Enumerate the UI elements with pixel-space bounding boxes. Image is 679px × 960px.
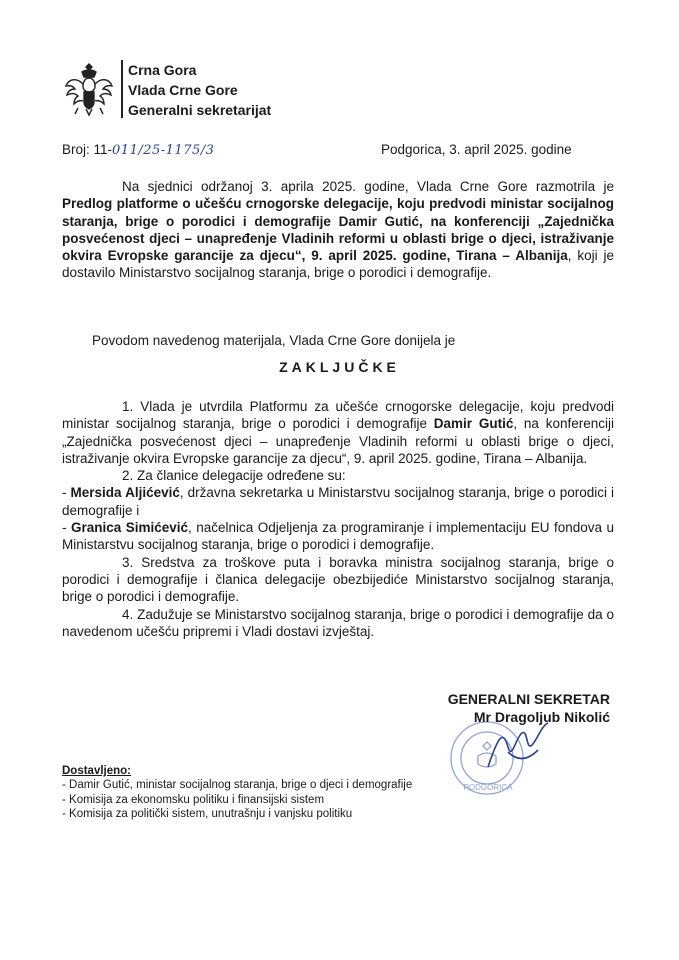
distribution-heading: Dostavljeno: — [62, 765, 132, 777]
handwritten-signature — [478, 722, 558, 787]
conclusion-2: 2. Za članice delegacije određene su: — [122, 468, 346, 484]
signatory-name: Mr Dragoljub Nikolić — [473, 709, 610, 725]
reference-label: Broj: 11- — [62, 142, 113, 157]
lead-text: Povodom navedenog materijala, Vlada Crne Gore donijela je — [92, 333, 456, 348]
conclusion-3: 3. Sredstva za troškove puta i boravka ministra socijalnog staranja, brige o porodici i demografije i članica delegacije obezbijediće Ministarstvo socijalnog staranja, brige o porodici i demografije. — [62, 554, 614, 605]
secretariat-name: Generalni sekretarijat — [128, 102, 272, 118]
distribution-item: - Damir Gutić, ministar socijalnog staranja, brige o djeci i demografije — [62, 779, 413, 792]
letterhead — [128, 60, 271, 120]
country-name: Crna Gora — [128, 62, 197, 78]
conclusion-1: 1. Vlada je utvrdila Platformu za učešće crnogorske delegacije, koju predvodi ministar socijalnog staranja, brige o porodici i demografije Damir Gutić, na konferenciji „Zajednička posvećenost djeci – unapređenje Vladinih reformi u oblasti brige o djeci, istraživanje okvira Evropske garancije za djecu“, 9. april 2025. godine, Tirana – Albanija. — [62, 399, 614, 466]
distribution-item: - Komisija za politički sistem, unutrašnju i vanjsku politiku — [62, 807, 353, 820]
coat-of-arms-icon — [64, 62, 114, 123]
distribution-list — [62, 764, 412, 821]
government-name: Vlada Crne Gore — [128, 82, 238, 98]
intro-bold: Predlog platforme o učešću crnogorske delegacije, koju predvodi ministar socijalnog staranja, brige o porodici i demografije Damir Gutić, na konferenciji „Zajednička posvećenost djeci – unapređenje Vladinih reformi u oblasti brige o djeci, istraživanje okvira Evropske garancije za djecu“, 9. april 2025. godine, Tirana – Albanija — [62, 196, 614, 264]
delegation-member-1: - Mersida Aljićević, državna sekretarka u Ministarstvu socijalnog staranja, brige o porodici i demografije i — [62, 485, 615, 518]
conclusion-4: 4. Zadužuje se Ministarstvo socijalnog staranja, brige o porodici i demografije da o navedenom učešću pripremi i Vladi dostavi izvještaj. — [62, 606, 614, 639]
conclusions-list — [62, 398, 614, 640]
page-title: ZAKLJUČKE — [279, 359, 400, 375]
intro-text-1: Na sjednici održanoj 3. aprila 2025. godine, Vlada Crne Gore razmotrila je — [122, 179, 614, 194]
lead-paragraph — [62, 332, 614, 349]
signatory-role: GENERALNI SEKRETAR — [447, 691, 610, 707]
intro-paragraph — [62, 178, 614, 282]
header-divider — [121, 60, 123, 118]
document-date: Podgorica, 3. april 2025. godine — [381, 142, 572, 157]
stamp-text: PODGORICA — [463, 783, 513, 792]
intro-text-2: , koji je dostavilo Ministarstvo socijalnog staranja, brige o porodici i demografije. — [62, 248, 614, 281]
delegation-member-2: - Granica Simićević, načelnica Odjeljenja za programiranje i implementaciju EU fondova u Ministarstvu socijalnog staranja, brige o porodici i demografije. — [62, 520, 614, 553]
signature-block — [420, 690, 610, 726]
reference-handwritten: 011/25-1175/3 — [112, 143, 215, 158]
reference-number — [62, 142, 214, 158]
distribution-item: - Komisija za ekonomsku politiku i finansijski sistem — [62, 793, 325, 806]
